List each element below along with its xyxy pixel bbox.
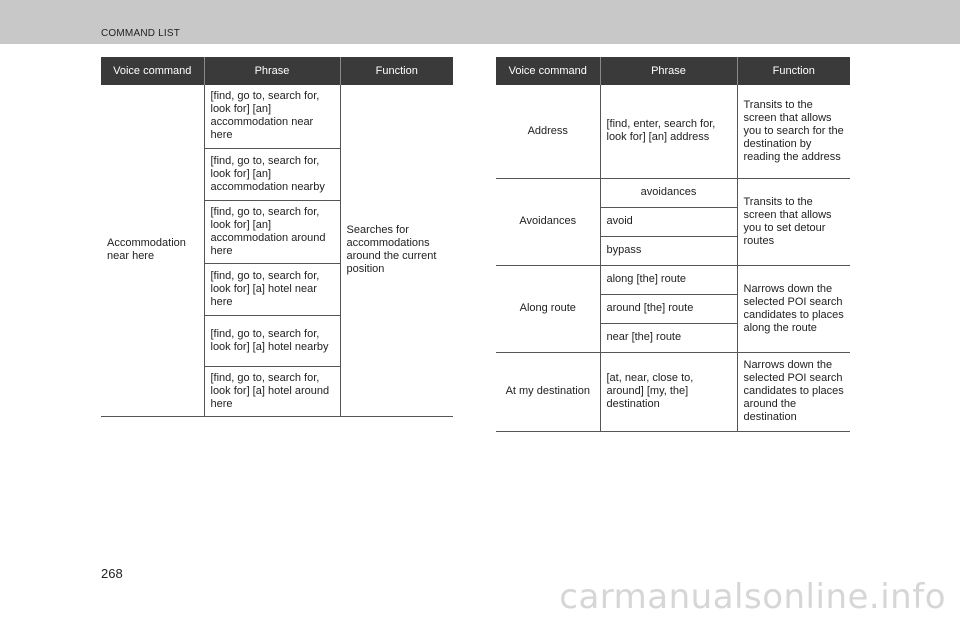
function-cell: Searches for accommodations around the current position [340, 85, 453, 416]
page-number: 268 [101, 566, 123, 581]
table-header-row [496, 57, 850, 85]
phrase-cell: near [the] route [600, 323, 737, 352]
phrase-cell: avoidances [600, 178, 737, 207]
table-row [496, 85, 850, 178]
phrase-cell: [find, go to, search for, look for] [an] accommodation near here [204, 85, 340, 148]
table-row [496, 178, 850, 207]
phrase-cell: [find, go to, search for, look for] [an] accommodation nearby [204, 148, 340, 200]
phrase-cell: [find, go to, search for, look for] [a] hotel around here [204, 366, 340, 416]
voice-command-cell: Accommodation near here [101, 85, 204, 416]
col-header-phrase: Phrase [600, 57, 737, 85]
voice-command-cell: At my destination [496, 352, 600, 431]
phrase-cell: [find, enter, search for, look for] [an] address [600, 85, 737, 178]
function-cell: Transits to the screen that allows you to search for the destination by reading the address [737, 85, 850, 178]
col-header-voice-command: Voice command [496, 57, 600, 85]
col-header-voice-command: Voice command [101, 57, 204, 85]
phrase-cell: bypass [600, 236, 737, 265]
table-row [496, 265, 850, 294]
function-cell: Narrows down the selected POI search candidates to places around the destination [737, 352, 850, 431]
table-row [496, 352, 850, 431]
function-cell: Transits to the screen that allows you to set detour routes [737, 178, 850, 265]
phrase-cell: avoid [600, 207, 737, 236]
top-header-bar [0, 0, 960, 44]
phrase-cell: [find, go to, search for, look for] [a] hotel nearby [204, 315, 340, 366]
voice-command-cell: Along route [496, 265, 600, 352]
command-table-right [496, 57, 850, 432]
phrase-cell: around [the] route [600, 294, 737, 323]
col-header-phrase: Phrase [204, 57, 340, 85]
table-row [101, 85, 453, 148]
watermark-text: carmanualsonline.info [559, 577, 946, 617]
phrase-cell: along [the] route [600, 265, 737, 294]
col-header-function: Function [340, 57, 453, 85]
phrase-cell: [at, near, close to, around] [my, the] destination [600, 352, 737, 431]
col-header-function: Function [737, 57, 850, 85]
function-cell: Narrows down the selected POI search candidates to places along the route [737, 265, 850, 352]
command-table-left [101, 57, 453, 417]
voice-command-cell: Address [496, 85, 600, 178]
phrase-cell: [find, go to, search for, look for] [an] accommodation around here [204, 200, 340, 263]
voice-command-cell: Avoidances [496, 178, 600, 265]
section-title: COMMAND LIST [101, 28, 181, 39]
table-header-row [101, 57, 453, 85]
phrase-cell: [find, go to, search for, look for] [a] hotel near here [204, 263, 340, 315]
